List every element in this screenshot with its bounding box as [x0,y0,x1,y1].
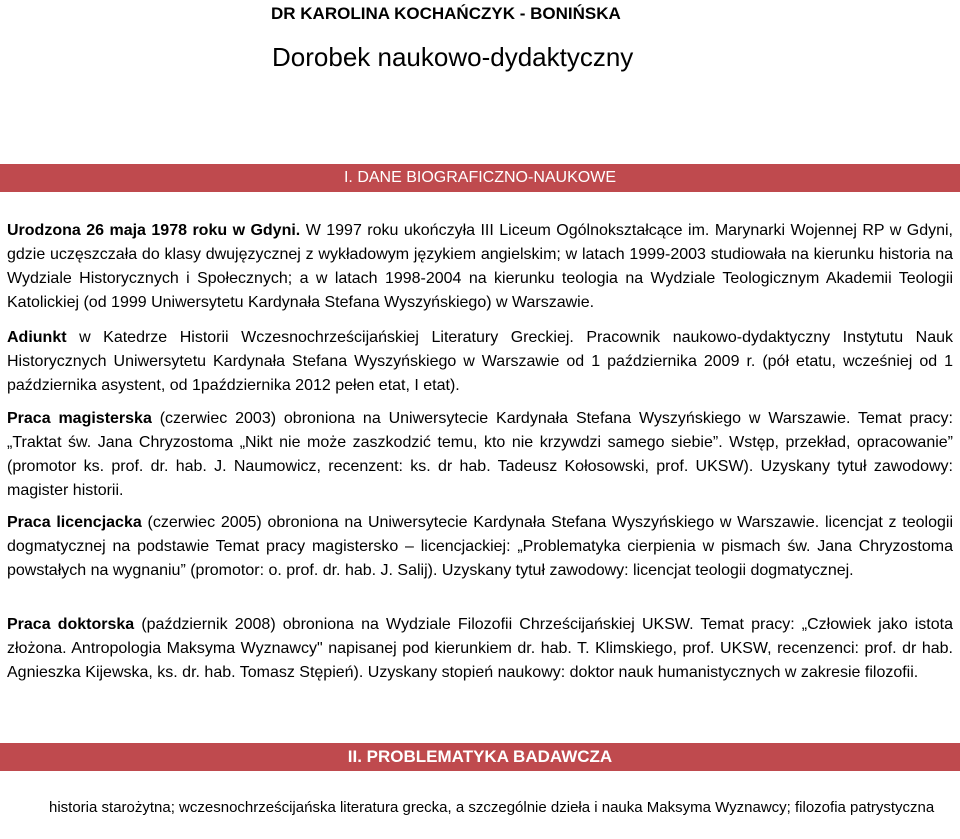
paragraph-doctoral-thesis [7,613,953,685]
paragraph-lead: Praca licencjacka [7,514,142,531]
paragraph-body: (czerwiec 2003) obroniona na Uniwersytecie Kardynała Stefana Wyszyńskiego w Warszawie. Temat pracy: „Traktat św. Jana Chryzostoma „Nikt nie może zaszkodzić temu, kto nie krzywdzi samego siebie”. Wstęp, przekład, opracowanie” (promotor ks. prof. dr. hab. J. Naumowicz, recenzent: ks. dr hab. Tadeusz Kołosowski, prof. UKSW). Uzyskany tytuł zawodowy: magister historii. [7,410,953,499]
paragraph-lead: Adiunkt [7,329,67,346]
research-topics-text: historia starożytna; wczesnochrześcijańska literatura grecka, a szczególnie dzieła i nauka Maksyma Wyznawcy; filozofia patrystyczna [49,799,935,816]
paragraph-licentiate-thesis [7,511,953,583]
section-heading-label: II. PROBLEMATYKA BADAWCZA [347,747,613,766]
paragraph-lead: Urodzona 26 maja 1978 roku w Gdyni. [7,222,301,239]
section-heading-label: I. DANE BIOGRAFICZNO-NAUKOWE [343,169,616,186]
author-name: DR KAROLINA KOCHAŃCZYK - BONIŃSKA [271,4,621,23]
paragraph-body: (czerwiec 2005) obroniona na Uniwersytecie Kardynała Stefana Wyszyńskiego w Warszawie. licencjat z teologii dogmatycznej na podstawie Temat pracy magistersko – licencjackiej: „Problematyka cierpienia w pismach św. Jana Chryzostoma powstałych na wygnaniu” (promotor: o. prof. dr. hab. J. Salij). Uzyskany tytuł zawodowy: licencjat teologii dogmatycznej. [7,514,953,579]
paragraph-birth-education [7,219,953,315]
paragraph-body: (październik 2008) obroniona na Wydziale Filozofii Chrześcijańskiej UKSW. Temat pracy: „Człowiek jako istota złożona. Antropologia Maksyma Wyznawcy" napisanej pod kierunkiem dr. hab. T. Klimskiego, prof. UKSW, recenzenci: prof. dr hab. Agnieszka Kijewska, ks. dr. hab. Tomasz Stępień). Uzyskany stopień naukowy: doktor nauk humanistycznych w zakresie filozofii. [7,616,953,681]
paragraph-lead: Praca magisterska [7,410,152,427]
paragraph-body: W 1997 roku ukończyła III Liceum Ogólnokształcące im. Marynarki Wojennej RP w Gdyni, gdzie uczęszczała do klasy dwujęzycznej z wykładowym językiem angielskim; w latach 1999-2003 studiowała na kierunku historia na Wydziale Historycznych i Społecznych; a w latach 1998-2004 na kierunku teologia na Wydziale Teologicznym Akademii Teologii Katolickiej (od 1999 Uniwersytetu Kardynała Stefana Wyszyńskiego) w Warszawie. [7,222,954,311]
page-title: Dorobek naukowo-dydaktyczny [272,42,634,72]
section-heading-research [0,743,960,771]
section-heading-biographical [0,164,960,192]
paragraph-masters-thesis [7,407,953,503]
paragraph-body: w Katedrze Historii Wczesnochrześcijańskiej Literatury Greckiej. Pracownik naukowo-dydaktyczny Instytutu Nauk Historycznych Uniwersytetu Kardynała Stefana Wyszyńskiego w Warszawie od 1 października 2009 r. (pół etatu, wcześniej od 1 października asystent, od 1października 2012 pełen etat, I etat). [7,329,953,394]
paragraph-lead: Praca doktorska [7,616,135,633]
paragraph-position [7,326,953,398]
